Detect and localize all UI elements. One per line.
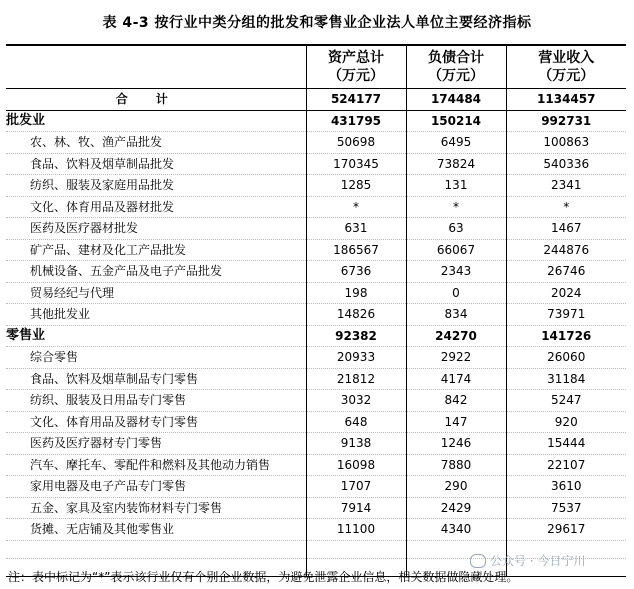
table-row: [6, 282, 626, 304]
row-revenue: 26746: [506, 261, 626, 283]
row-liabilities: 6495: [406, 132, 506, 154]
section-revenue: 141726: [506, 325, 626, 347]
row-assets: 9138: [306, 433, 406, 455]
row-label: 五金、家具及室内装饰材料专门零售: [6, 497, 306, 519]
header-liabilities-unit: （万元）: [428, 68, 484, 84]
row-label: 食品、饮料及烟草制品专门零售: [6, 368, 306, 390]
section-liabilities: 150214: [406, 110, 506, 132]
row-label: 机械设备、五金产品及电子产品批发: [6, 261, 306, 283]
section-label: 批发业: [6, 110, 306, 132]
section-assets: 431795: [306, 110, 406, 132]
section-revenue: 992731: [506, 110, 626, 132]
table-row: [6, 304, 626, 326]
row-assets: 1285: [306, 175, 406, 197]
row-liabilities: 2922: [406, 347, 506, 369]
row-label: 汽车、摩托车、零配件和燃料及其他动力销售: [6, 454, 306, 476]
row-liabilities: 63: [406, 218, 506, 240]
row-assets: 20933: [306, 347, 406, 369]
table-row: [6, 218, 626, 240]
row-revenue: 5247: [506, 390, 626, 412]
row-assets: 648: [306, 411, 406, 433]
row-label: 矿产品、建材及化工产品批发: [6, 239, 306, 261]
row-assets: 21812: [306, 368, 406, 390]
header-liabilities-name: 负债合计: [428, 50, 484, 66]
table-row: [6, 519, 626, 541]
row-label: 其他批发业: [6, 304, 306, 326]
row-label: 食品、饮料及烟草制品批发: [6, 153, 306, 175]
section-label: 零售业: [6, 325, 306, 347]
row-liabilities: 7880: [406, 454, 506, 476]
section-assets: 92382: [306, 325, 406, 347]
row-liabilities: 66067: [406, 239, 506, 261]
header-assets-name: 资产总计: [328, 50, 384, 66]
row-label: 纺织、服装及家庭用品批发: [6, 175, 306, 197]
wechat-icon: [470, 554, 486, 568]
row-revenue: 2341: [506, 175, 626, 197]
row-label: 医药及医疗器材专门零售: [6, 433, 306, 455]
table-row: [6, 454, 626, 476]
row-liabilities: 4174: [406, 368, 506, 390]
row-revenue: 3610: [506, 476, 626, 498]
table-row: [6, 368, 626, 390]
row-revenue: 540336: [506, 153, 626, 175]
row-liabilities: 73824: [406, 153, 506, 175]
row-revenue: 29617: [506, 519, 626, 541]
row-revenue: 22107: [506, 454, 626, 476]
table-row: [6, 261, 626, 283]
row-label: 文化、体育用品及器材专门零售: [6, 411, 306, 433]
total-row: [6, 89, 626, 111]
table-row: [6, 196, 626, 218]
row-label: 家用电器及电子产品专门零售: [6, 476, 306, 498]
row-label: 文化、体育用品及器材批发: [6, 196, 306, 218]
row-liabilities: 0: [406, 282, 506, 304]
table-row: [6, 497, 626, 519]
row-liabilities: 1246: [406, 433, 506, 455]
table-note: 注：表中标记为“*”表示该行业仅有个别企业数据，为避免泄露企业信息，相关数据做隐藏处理。: [8, 570, 519, 584]
table-row: [6, 390, 626, 412]
table-row: [6, 347, 626, 369]
row-assets: 198: [306, 282, 406, 304]
header-liabilities: [406, 45, 506, 89]
table-row: [6, 476, 626, 498]
header-revenue-name: 营业收入: [538, 50, 595, 66]
row-assets: 3032: [306, 390, 406, 412]
row-revenue: 100863: [506, 132, 626, 154]
row-liabilities: 2429: [406, 497, 506, 519]
row-revenue: *: [506, 196, 626, 218]
table-row: [6, 132, 626, 154]
row-revenue: 31184: [506, 368, 626, 390]
header-assets-unit: （万元）: [328, 68, 384, 84]
row-liabilities: 2343: [406, 261, 506, 283]
table-row: [6, 153, 626, 175]
row-assets: 14826: [306, 304, 406, 326]
row-label: 纺织、服装及日用品专门零售: [6, 390, 306, 412]
row-liabilities: 131: [406, 175, 506, 197]
row-assets: *: [306, 196, 406, 218]
table-row: [6, 433, 626, 455]
row-label: 医药及医疗器材批发: [6, 218, 306, 240]
table-row: [6, 175, 626, 197]
watermark-text: 公众号 · 今日宁川: [490, 554, 586, 568]
header-row: [6, 45, 626, 89]
row-liabilities: *: [406, 196, 506, 218]
header-revenue: [506, 45, 626, 89]
watermark: [470, 552, 585, 569]
row-assets: 11100: [306, 519, 406, 541]
row-liabilities: 290: [406, 476, 506, 498]
row-revenue: 15444: [506, 433, 626, 455]
row-label: 贸易经纪与代理: [6, 282, 306, 304]
row-assets: 16098: [306, 454, 406, 476]
row-assets: 50698: [306, 132, 406, 154]
total-label: 合计: [6, 89, 306, 111]
row-revenue: 73971: [506, 304, 626, 326]
row-liabilities: 147: [406, 411, 506, 433]
table-row: [6, 239, 626, 261]
section-row-retail: [6, 325, 626, 347]
row-revenue: 1467: [506, 218, 626, 240]
row-assets: 170345: [306, 153, 406, 175]
table-title: 表 4-3 按行业中类分组的批发和零售业企业法人单位主要经济指标: [102, 15, 532, 31]
section-liabilities: 24270: [406, 325, 506, 347]
row-liabilities: 834: [406, 304, 506, 326]
row-revenue: 920: [506, 411, 626, 433]
total-liabilities: 174484: [406, 89, 506, 111]
table-row: [6, 411, 626, 433]
row-label: 货摊、无店铺及其他零售业: [6, 519, 306, 541]
header-blank: [6, 45, 306, 89]
indicator-table: [6, 44, 626, 577]
row-liabilities: 842: [406, 390, 506, 412]
row-revenue: 26060: [506, 347, 626, 369]
row-liabilities: 4340: [406, 519, 506, 541]
row-label: 综合零售: [6, 347, 306, 369]
row-label: 农、林、牧、渔产品批发: [6, 132, 306, 154]
row-revenue: 7537: [506, 497, 626, 519]
row-assets: 7914: [306, 497, 406, 519]
row-revenue: 244876: [506, 239, 626, 261]
header-assets: [306, 45, 406, 89]
row-assets: 6736: [306, 261, 406, 283]
row-assets: 1707: [306, 476, 406, 498]
total-revenue: 1134457: [506, 89, 626, 111]
row-assets: 631: [306, 218, 406, 240]
row-assets: 186567: [306, 239, 406, 261]
header-revenue-unit: （万元）: [538, 68, 595, 84]
row-revenue: 2024: [506, 282, 626, 304]
total-assets: 524177: [306, 89, 406, 111]
section-row-wholesale: [6, 110, 626, 132]
